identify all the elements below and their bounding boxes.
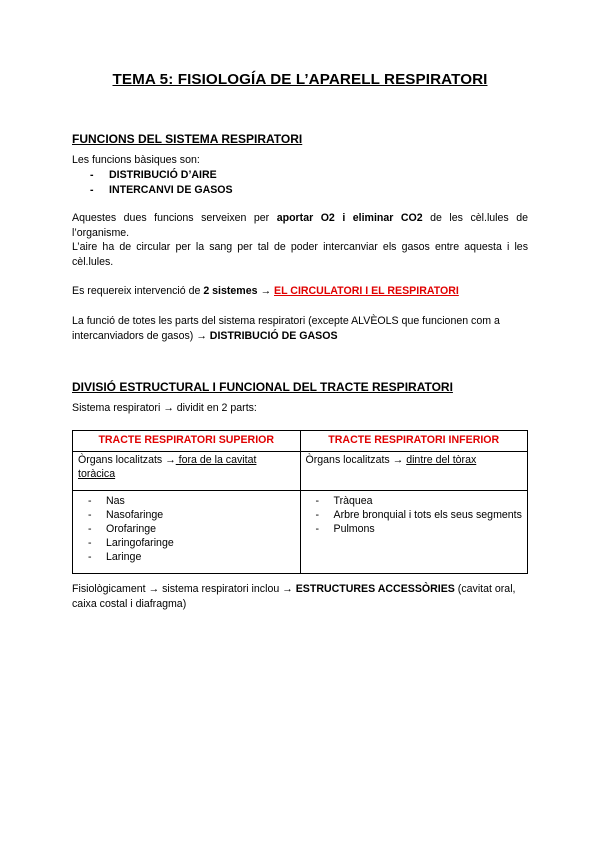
- text-run: de les cèl.lules de l’organisme.: [72, 212, 528, 240]
- list-item: - Nasofaringe: [88, 509, 295, 523]
- text-run-bold: 2 sistemes: [203, 285, 258, 297]
- text-run: Aquestes dues funcions serveixen per: [72, 212, 277, 224]
- list-item: - Laringofaringe: [88, 537, 295, 551]
- text-run: La funció de totes les parts del sistema respiratori (excepte ALVÈOLS que funcionen com a intercanviadors de gasos) →: [72, 315, 500, 343]
- text-run-bold: DISTRIBUCIÓ DE GASOS: [209, 330, 338, 343]
- intro-text-2: Sistema respiratori → dividit en 2 parts:: [72, 402, 257, 414]
- intro-text: Les funcions bàsiques son:: [72, 154, 200, 166]
- list-item: - Nas: [88, 495, 295, 509]
- table-cell-inferior-location: [300, 452, 528, 491]
- functions-list: [90, 168, 233, 198]
- respiratory-tract-table: [72, 430, 528, 574]
- text-run: Es requereix intervenció de: [72, 285, 204, 297]
- text-run-underline: dintre del tòrax: [406, 454, 477, 466]
- table-header-inferior: TRACTE RESPIRATORI INFERIOR: [300, 431, 528, 452]
- text-run: Òrgans localitzats →: [78, 454, 176, 466]
- section-heading-funcions: FUNCIONS DEL SISTEMA RESPIRATORI: [72, 132, 303, 146]
- paragraph-accessory: [72, 582, 528, 612]
- list-item: - Pulmons: [316, 523, 523, 537]
- page-title: TEMA 5: FISIOLOGÍA DE L’APARELL RESPIRATORI: [112, 71, 488, 88]
- table-cell-inferior-organs: [300, 491, 528, 574]
- table-header-superior: TRACTE RESPIRATORI SUPERIOR: [73, 431, 301, 452]
- text-run: (cavitat oral, caixa costal i diafragma): [72, 583, 516, 611]
- list-item: - DISTRIBUCIÓ D’AIRE: [90, 168, 233, 183]
- table-cell-superior-location: [73, 452, 301, 491]
- text-run-bold: aportar O2 i eliminar CO2: [276, 212, 423, 224]
- organs-list-superior: [88, 495, 295, 565]
- text-run: Fisiològicament → sistema respiratori inclou →: [72, 583, 296, 595]
- text-run-underline: fora de la cavitat toràcica: [78, 454, 257, 480]
- highlight-red: EL CIRCULATORI I EL RESPIRATORI: [274, 285, 459, 297]
- list-item: - Orofaringe: [88, 523, 295, 537]
- list-item: - Tràquea: [316, 495, 523, 509]
- list-item: - INTERCANVI DE GASOS: [90, 183, 233, 198]
- text-run: Òrgans localitzats →: [305, 454, 407, 466]
- paragraph-functions: [72, 211, 528, 241]
- table-cell-superior-organs: [73, 491, 301, 574]
- paragraph-parts: [72, 314, 528, 344]
- paragraph-air: L’aire ha de circular per la sang per tal de poder intercanviar els gasos entre aquesta i les cèl.lules.: [72, 241, 528, 269]
- section-heading-divisio: DIVISIÓ ESTRUCTURAL I FUNCIONAL DEL TRACTE RESPIRATORI: [72, 380, 453, 394]
- paragraph-systems: [72, 284, 528, 299]
- text-run-bold: ESTRUCTURES ACCESSÒRIES: [295, 583, 455, 595]
- list-item: - Laringe: [88, 551, 295, 565]
- organs-list-inferior: [316, 495, 523, 537]
- text-run: →: [257, 285, 274, 297]
- list-item: - Arbre bronquial i tots els seus segments: [316, 509, 523, 523]
